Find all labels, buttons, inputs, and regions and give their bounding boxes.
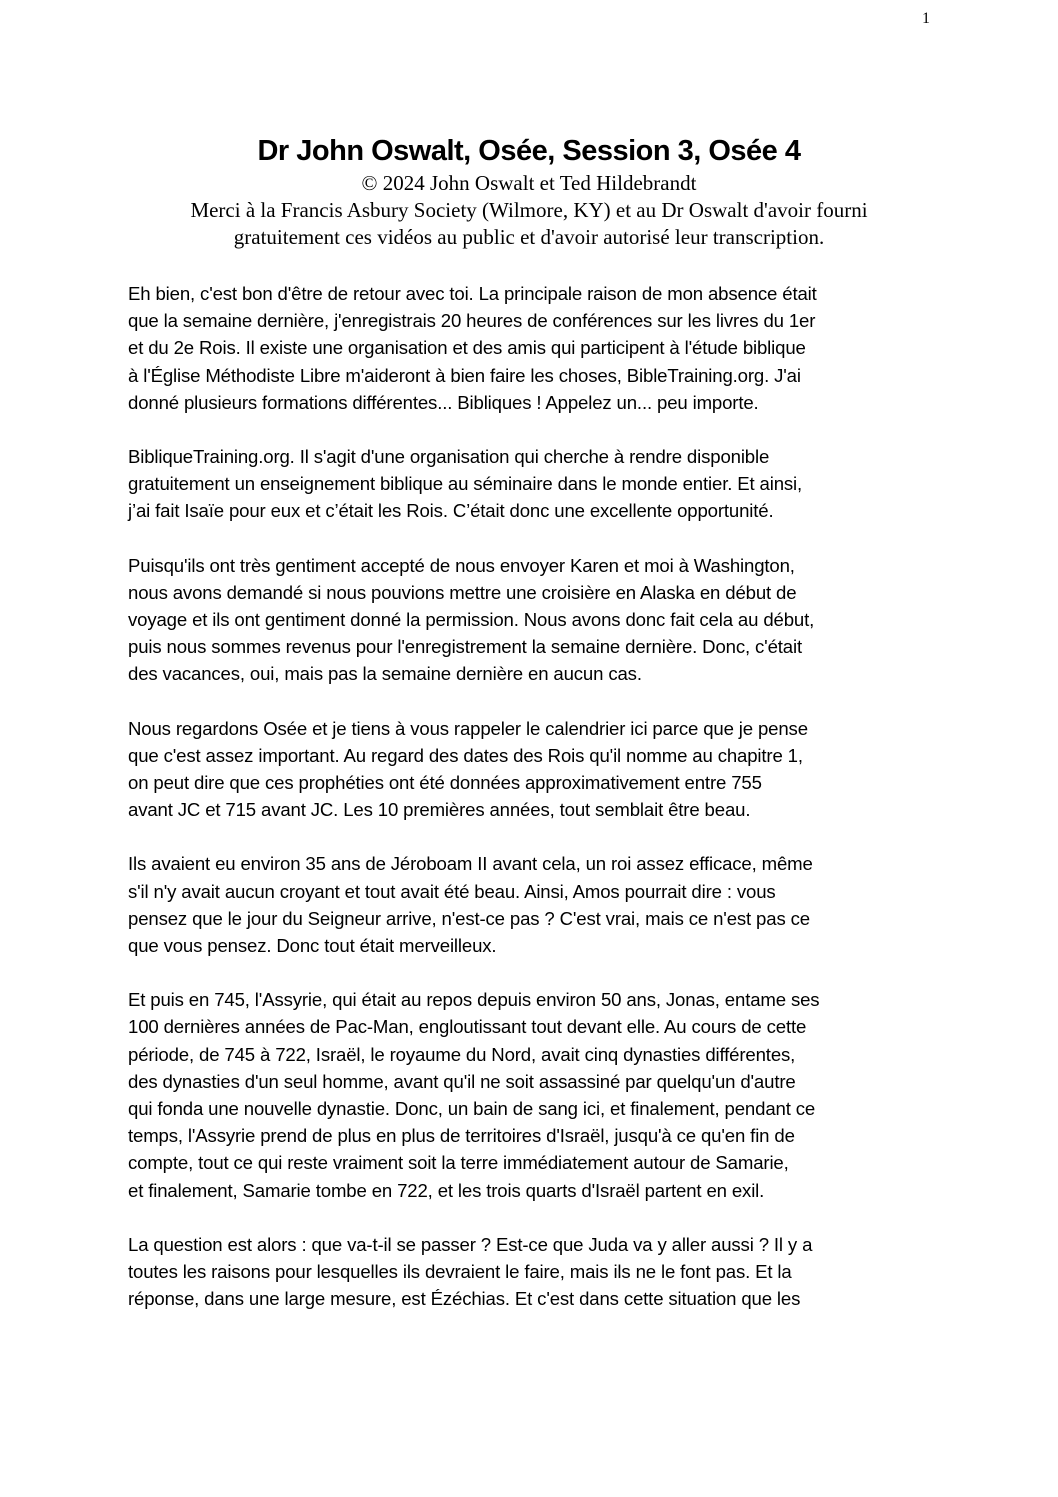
text-line: pensez que le jour du Seigneur arrive, n'est-ce pas ? C'est vrai, mais ce n'est pas ce	[128, 907, 810, 929]
text-line: qui fonda une nouvelle dynastie. Donc, un bain de sang ici, et finalement, pendant ce	[128, 1098, 816, 1120]
text-line: toutes les raisons pour lesquelles ils devraient le faire, mais ils ne le font pas. Et la	[128, 1261, 792, 1283]
text-line: puis nous sommes revenus pour l'enregistrement la semaine dernière. Donc, c'était	[128, 636, 802, 658]
paragraph	[128, 986, 948, 1204]
text-line: gratuitement un enseignement biblique au séminaire dans le monde entier. Et ainsi,	[128, 473, 803, 495]
paragraph	[128, 443, 948, 525]
thanks-line-1: Merci à la Francis Asbury Society (Wilmore, KY) et au Dr Oswalt d'avoir fourni	[190, 198, 868, 222]
document-body	[128, 280, 948, 1340]
text-line: et du 2e Rois. Il existe une organisation et des amis qui participent à l'étude biblique	[128, 337, 806, 359]
text-line: des dynasties d'un seul homme, avant qu'il ne soit assassiné par quelqu'un d'autre	[128, 1070, 796, 1092]
text-line: des vacances, oui, mais pas la semaine dernière en aucun cas.	[128, 663, 642, 685]
text-line: compte, tout ce qui reste vraiment soit la terre immédiatement autour de Samarie,	[128, 1152, 789, 1174]
paragraph	[128, 1231, 948, 1313]
text-line: temps, l'Assyrie prend de plus en plus de territoires d'Israël, jusqu'à ce qu'en fin de	[128, 1125, 795, 1147]
text-line: s'il n'y avait aucun croyant et tout avait été beau. Ainsi, Amos pourrait dire : vous	[128, 880, 776, 902]
document-header	[0, 132, 1058, 251]
text-line: Puisqu'ils ont très gentiment accepté de nous envoyer Karen et moi à Washington,	[128, 554, 795, 576]
text-line: j’ai fait Isaïe pour eux et c’était les Rois. C’était donc une excellente opportunité.	[128, 500, 774, 522]
text-line: on peut dire que ces prophéties ont été données approximativement entre 755	[128, 772, 762, 794]
text-line: réponse, dans une large mesure, est Ézéchias. Et c'est dans cette situation que les	[128, 1288, 801, 1310]
text-line: Et puis en 745, l'Assyrie, qui était au repos depuis environ 50 ans, Jonas, entame ses	[128, 989, 820, 1011]
text-line: à l'Église Méthodiste Libre m'aideront à bien faire les choses, BibleTraining.org. J'ai	[128, 364, 801, 386]
text-line: 100 dernières années de Pac-Man, engloutissant tout devant elle. Au cours de cette	[128, 1016, 807, 1038]
text-line: nous avons demandé si nous pouvions mettre une croisière en Alaska en début de	[128, 581, 797, 603]
text-line: et finalement, Samarie tombe en 722, et les trois quarts d'Israël partent en exil.	[128, 1179, 765, 1201]
copyright-line: © 2024 John Oswalt et Ted Hildebrandt	[361, 171, 697, 195]
paragraph	[128, 280, 948, 416]
text-line: Ils avaient eu environ 35 ans de Jéroboam II avant cela, un roi assez efficace, même	[128, 853, 813, 875]
text-line: voyage et ils ont gentiment donné la permission. Nous avons donc fait cela au début,	[128, 609, 815, 631]
text-line: donné plusieurs formations différentes... Bibliques ! Appelez un... peu importe.	[128, 391, 759, 413]
text-line: Eh bien, c'est bon d'être de retour avec toi. La principale raison de mon absence était	[128, 283, 817, 304]
text-line: que vous pensez. Donc tout était merveilleux.	[128, 935, 497, 957]
text-line: avant JC et 715 avant JC. Les 10 premières années, tout semblait être beau.	[128, 799, 751, 821]
paragraph	[128, 715, 948, 824]
text-line: La question est alors : que va-t-il se passer ? Est-ce que Juda va y aller aussi ? Il y a	[128, 1233, 813, 1255]
text-line: période, de 745 à 722, Israël, le royaume du Nord, avait cinq dynasties différentes,	[128, 1043, 796, 1065]
text-line: BibliqueTraining.org. Il s'agit d'une organisation qui cherche à rendre disponible	[128, 446, 770, 468]
paragraph	[128, 552, 948, 688]
paragraph	[128, 850, 948, 959]
text-line: Nous regardons Osée et je tiens à vous rappeler le calendrier ici parce que je pense	[128, 717, 808, 739]
text-line: que la semaine dernière, j'enregistrais 20 heures de conférences sur les livres du 1er	[128, 310, 816, 332]
text-line: que c'est assez important. Au regard des dates des Rois qu'il nomme au chapitre 1,	[128, 744, 803, 766]
document-title: Dr John Oswalt, Osée, Session 3, Osée 4	[257, 135, 801, 167]
page-number: 1	[922, 10, 930, 27]
thanks-line-2: gratuitement ces vidéos au public et d'avoir autorisé leur transcription.	[233, 225, 825, 249]
